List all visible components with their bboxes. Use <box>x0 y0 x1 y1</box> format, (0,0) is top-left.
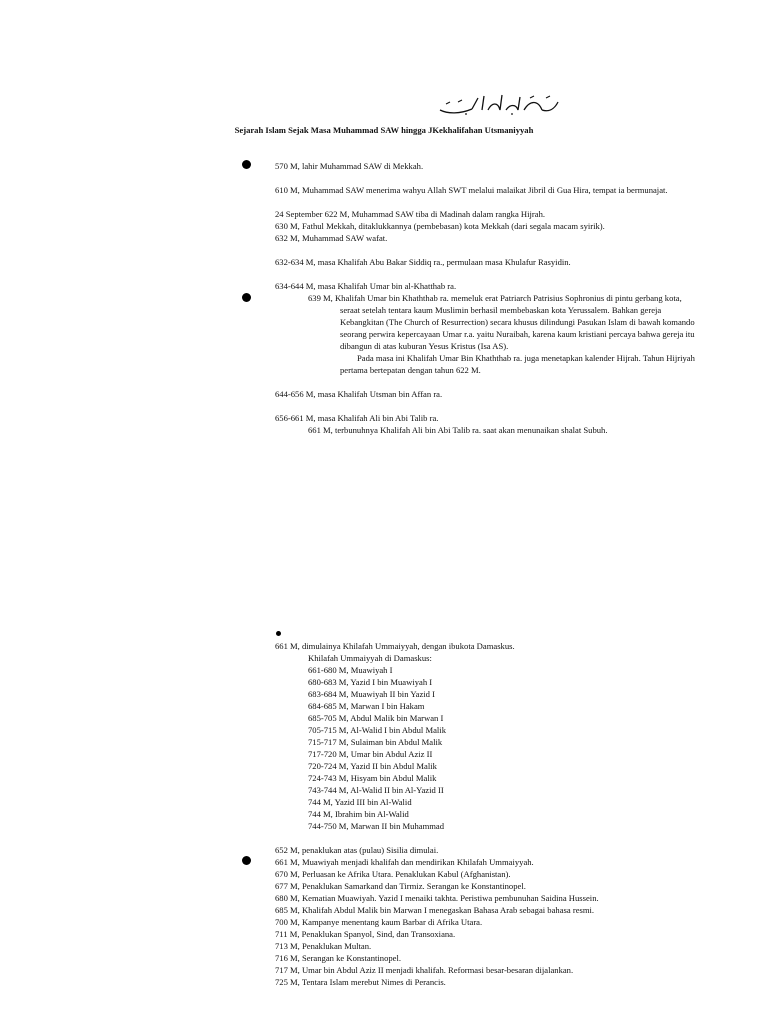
timeline-entry: dibangun di atas kuburan Yesus Kristus (Isa AS). <box>340 341 509 351</box>
timeline-entry: 652 M, penaklukan atas (pulau) Sisilia dimulai. <box>275 845 439 855</box>
timeline-entry: seraat setelah tentara kaum Muslimin berhasil membebaskan kota Yerussalem. Bahkan gereja <box>340 305 662 315</box>
timeline-entry: 661 M, dimulainya Khilafah Ummaiyyah, dengan ibukota Damaskus. <box>275 641 515 651</box>
caliph-entry: 715-717 M, Sulaiman bin Abdul Malik <box>308 737 443 747</box>
timeline-entry: 685 M, Khalifah Abdul Malik bin Marwan I menegaskan Bahasa Arab sebagai bahasa resmi. <box>275 905 595 915</box>
caliph-entry: 684-685 M, Marwan I bin Hakam <box>308 701 425 711</box>
caliph-entry: 705-715 M, Al-Walid I bin Abdul Malik <box>308 725 446 735</box>
timeline-entry: 656-661 M, masa Khalifah Ali bin Abi Talib ra. <box>275 413 439 423</box>
document-title: Sejarah Islam Sejak Masa Muhammad SAW hingga JKekhalifahan Utsmaniyyah <box>234 125 534 135</box>
timeline-entry: 717 M, Umar bin Abdul Aziz II menjadi khalifah. Reformasi besar-besaran dijalankan. <box>275 965 574 975</box>
timeline-entry: 630 M, Fathul Mekkah, ditaklukkannya (pembebasan) kota Mekkah (dari segala macam syirik). <box>275 221 605 231</box>
timeline-entry: 700 M, Kampanye menentang kaum Barbar di Afrika Utara. <box>275 917 483 927</box>
bullet-marker <box>242 293 251 302</box>
timeline-entry: Kebangkitan (The Church of Resurrection) secara khusus dilindungi Pasukan Islam di bawah komando <box>340 317 695 327</box>
timeline-entry: 632-634 M, masa Khalifah Abu Bakar Siddiq ra., permulaan masa Khulafur Rasyidin. <box>275 257 571 267</box>
timeline-entry: 661 M, Muawiyah menjadi khalifah dan mendirikan Khilafah Ummaiyyah. <box>275 857 534 867</box>
caliph-entry: 683-684 M, Muawiyah II bin Yazid I <box>308 689 435 699</box>
caliph-entry: 744-750 M, Marwan II bin Muhammad <box>308 821 445 831</box>
timeline-entry: seorang perwira kepercayaan Umar r.a. yaitu Nuraibah, karena kaum kristiani percaya bahwa gereja itu <box>340 329 695 339</box>
timeline-entry: Pada masa ini Khalifah Umar Bin Khaththab ra. juga menetapkan kalender Hijrah. Tahun Hijriyah <box>357 353 695 363</box>
timeline-entry: 725 M, Tentara Islam merebut Nimes di Perancis. <box>275 977 446 987</box>
timeline-entry: 632 M, Muhammad SAW wafat. <box>275 233 388 243</box>
caliph-entry: 744 M, Yazid III bin Al-Walid <box>308 797 412 807</box>
caliph-entry: 743-744 M, Al-Walid II bin Al-Yazid II <box>308 785 444 795</box>
timeline-entry: 661 M, terbunuhnya Khalifah Ali bin Abi Talib ra. saat akan menunaikan shalat Subuh. <box>308 425 608 435</box>
caliph-entry: 680-683 M, Yazid I bin Muawiyah I <box>308 677 433 687</box>
timeline-entry: 639 M, Khalifah Umar bin Khaththab ra. memeluk erat Patriarch Patrisius Sophronius di pintu gerbang kota, <box>308 293 682 303</box>
timeline-entry: 716 M, Serangan ke Konstantinopel. <box>275 953 402 963</box>
caliph-entry: 720-724 M, Yazid II bin Abdul Malik <box>308 761 437 771</box>
bullet-marker <box>242 856 251 865</box>
bullet-marker <box>276 631 281 636</box>
timeline-entry: 610 M, Muhammad SAW menerima wahyu Allah SWT melalui malaikat Jibril di Gua Hira, tempat ia bermunajat. <box>275 185 668 195</box>
timeline-entry: 713 M, Penaklukan Multan. <box>275 941 372 951</box>
timeline-entry: 677 M, Penaklukan Samarkand dan Tirmiz. Serangan ke Konstantinopel. <box>275 881 526 891</box>
timeline-entry: 24 September 622 M, Muhammad SAW tiba di Madinah dalam rangka Hijrah. <box>275 209 546 219</box>
basmalah-calligraphy-icon <box>438 92 560 118</box>
caliph-entry: 661-680 M, Muawiyah I <box>308 665 393 675</box>
caliph-entry: 685-705 M, Abdul Malik bin Marwan I <box>308 713 444 723</box>
timeline-entry: 634-644 M, masa Khalifah Umar bin al-Khatthab ra. <box>275 281 457 291</box>
caliph-entry: 717-720 M, Umar bin Abdul Aziz II <box>308 749 433 759</box>
timeline-entry: 644-656 M, masa Khalifah Utsman bin Affan ra. <box>275 389 443 399</box>
caliph-entry: 724-743 M, Hisyam bin Abdul Malik <box>308 773 437 783</box>
caliph-entry: 744 M, Ibrahim bin Al-Walid <box>308 809 409 819</box>
timeline-entry: pertama bertepatan dengan tahun 622 M. <box>340 365 481 375</box>
timeline-entry: 570 M, lahir Muhammad SAW di Mekkah. <box>275 161 424 171</box>
timeline-entry: 711 M, Penaklukan Spanyol, Sind, dan Transoxiana. <box>275 929 456 939</box>
timeline-entry: 680 M, Kematian Muawiyah. Yazid I menaiki takhta. Peristiwa pembunuhan Saidina Hussein. <box>275 893 599 903</box>
timeline-entry: 670 M, Perluasan ke Afrika Utara. Penaklukan Kabul (Afghanistan). <box>275 869 511 879</box>
bullet-marker <box>242 160 251 169</box>
caliph-list-heading: Khilafah Ummaiyyah di Damaskus: <box>308 653 432 663</box>
